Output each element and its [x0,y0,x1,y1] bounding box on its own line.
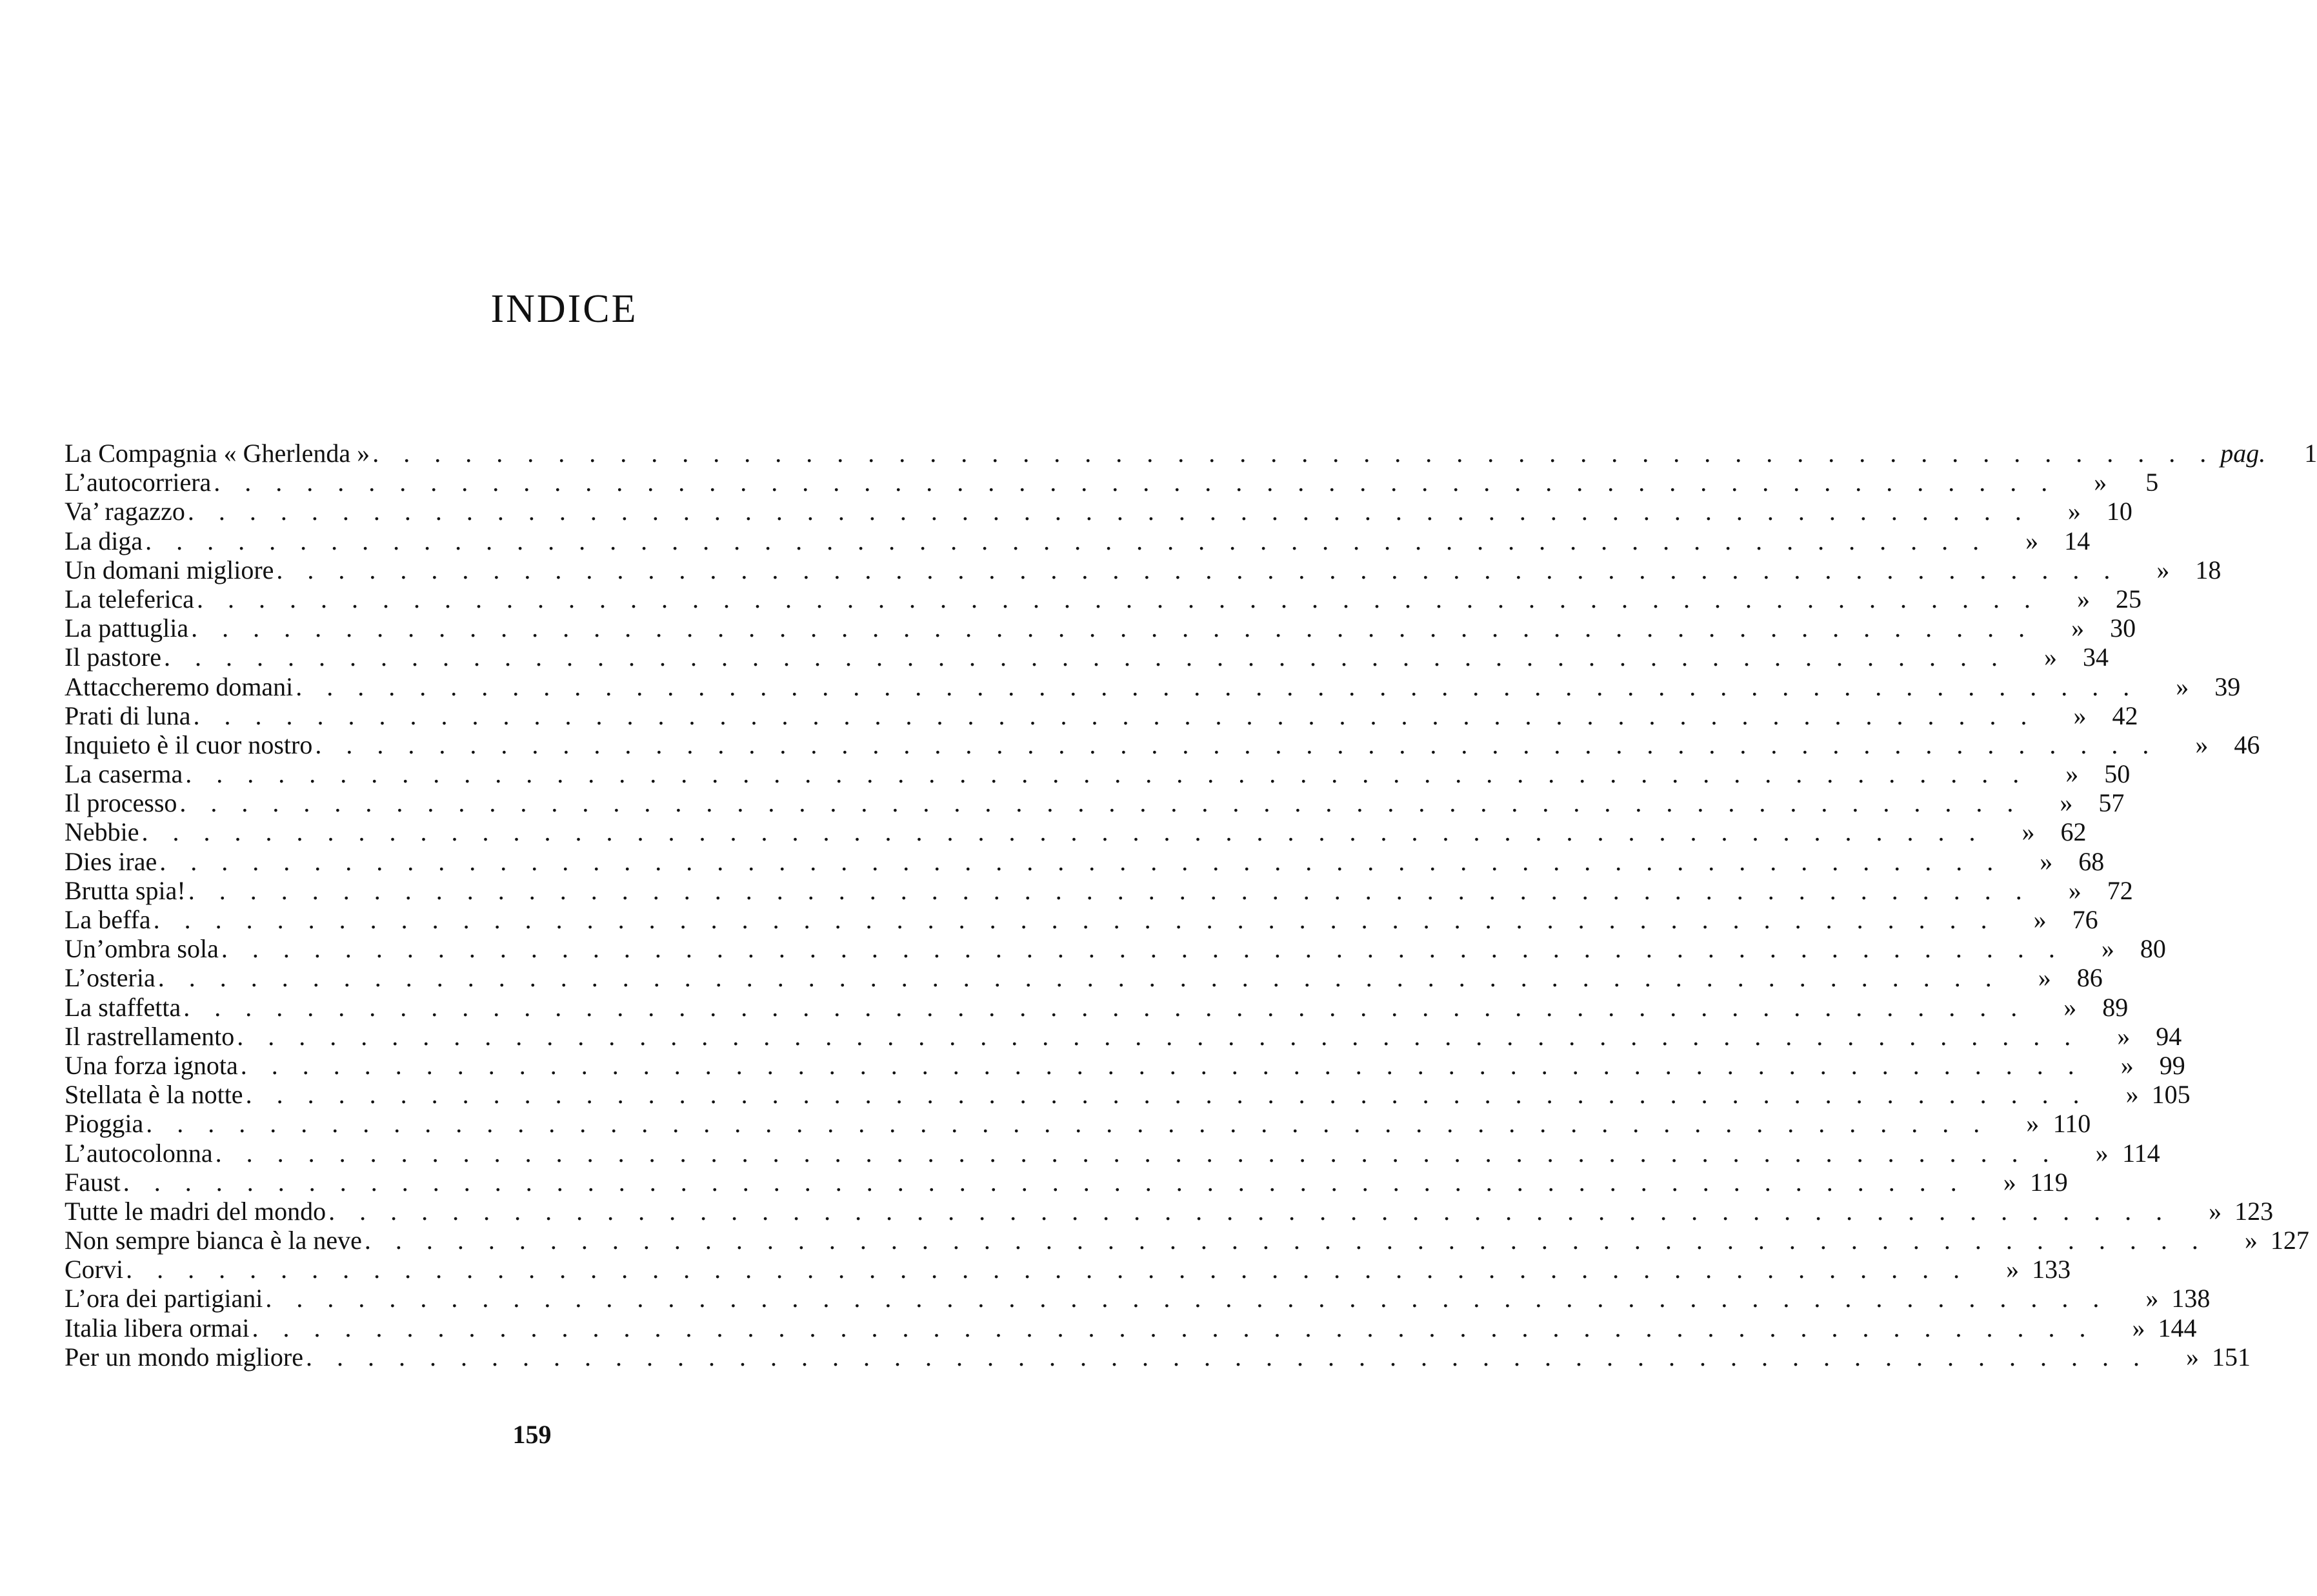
toc-entry-title: Faust [65,1167,121,1197]
toc-entry [65,992,2129,1022]
toc-entry [65,1255,2071,1284]
toc-entry-page: 127 [2270,1226,2309,1255]
toc-entry-title: L’autocorriera [65,468,212,497]
toc-entry-prefix: pag. [2220,439,2266,468]
toc-entry [65,1167,2068,1197]
toc-entry-title: Brutta spia! [65,875,186,905]
toc-dot-leader: . . . . . . . . . . . . . . . . . . . . . . . . . . . . . . . . . . . . . . . . . . . . . . . . . . . . . . . . . . . . [315,730,2158,759]
toc-entry [65,584,2141,613]
toc-entry [65,1226,2309,1255]
toc-entry-page: 114 [2122,1138,2160,1168]
toc-entry-prefix: » [2033,905,2047,934]
toc-entry [65,1021,2182,1051]
toc-dot-leader: . . . . . . . . . . . . . . . . . . . . . . . . . . . . . . . . . . . . . . . . . . . . . . . . . . . . . . . . . . . . [153,905,1996,934]
toc-entry-prefix: » [2063,992,2077,1022]
toc-entry-page: 89 [2102,992,2129,1022]
toc-entry [65,1284,2211,1313]
toc-entry-prefix: » [2071,613,2085,643]
toc-entry [65,875,2133,905]
toc-entry [65,672,2241,701]
toc-dot-leader: . . . . . . . . . . . . . . . . . . . . . . . . . . . . . . . . . . . . . . . . . . . . . . . . . . . . . . . . . . . . [163,643,2007,672]
toc-entry-page: 5 [2145,468,2159,497]
toc-entry-prefix: » [2244,1226,2258,1255]
toc-entry-prefix: » [2125,1080,2139,1110]
toc-entry-title: Il rastrellamento [65,1021,235,1051]
toc-entry [65,1196,2274,1226]
toc-entry-prefix: » [2156,555,2170,584]
toc-entry-prefix: » [2185,1342,2199,1372]
toc-entry-prefix: » [2073,701,2087,730]
toc-dot-leader: . . . . . . . . . . . . . . . . . . . . . . . . . . . . . . . . . . . . . . . . . . . . . . . . . . . . . . . . . . . . [296,672,2139,701]
toc-entry-prefix: » [2067,497,2081,526]
toc-entry-prefix: » [2040,846,2053,876]
toc-entry-prefix: » [2145,1284,2159,1313]
toc-dot-leader: . . . . . . . . . . . . . . . . . . . . . . . . . . . . . . . . . . . . . . . . . . . . . . . . . . . . . . . . . . . . [328,1196,2172,1226]
toc-dot-leader: . . . . . . . . . . . . . . . . . . . . . . . . . . . . . . . . . . . . . . . . . . . . . . . . . . . . . . . . . . . . [188,875,2031,905]
toc-entry [65,497,2132,526]
toc-entry-title: La pattuglia [65,613,189,643]
toc-entry-prefix: » [2068,875,2081,905]
toc-entry [65,905,2098,934]
toc-entry [65,730,2260,759]
toc-dot-leader: . . . . . . . . . . . . . . . . . . . . . . . . . . . . . . . . . . . . . . . . . . . . . . . . . . . . . . . . . . . . [221,934,2064,964]
toc-entry-page: 39 [2214,672,2241,701]
toc-entry-title: Italia libera ormai [65,1313,250,1342]
toc-dot-leader: . . . . . . . . . . . . . . . . . . . . . . . . . . . . . . . . . . . . . . . . . . . . . . . . . . . . . . . . . . . . [245,1080,2089,1110]
toc-entry-title: L’osteria [65,963,155,993]
toc-entry-page: 30 [2110,613,2136,643]
toc-entry-title: Una forza ignota [65,1050,238,1080]
page-title: INDICE [490,287,638,331]
toc-entry-page: 99 [2159,1050,2185,1080]
toc-entry-page: 46 [2234,730,2260,759]
toc-entry-page: 42 [2112,701,2138,730]
toc-entry-title: Inquieto è il cuor nostro [65,730,313,759]
toc-entry [65,439,2317,468]
toc-entry-page: 50 [2104,759,2131,789]
toc-dot-leader: . . . . . . . . . . . . . . . . . . . . . . . . . . . . . . . . . . . . . . . . . . . . . . . . . . . . . . . . . . . . [145,526,1989,555]
toc-entry-title: Non sempre bianca è la neve [65,1226,362,1255]
toc-entry [65,1313,2197,1342]
toc-entry [65,701,2138,730]
toc-entry [65,613,2136,643]
toc-entry-title: Prati di luna [65,701,191,730]
toc-entry-title: Un domani migliore [65,555,274,584]
toc-entry-title: Dies irae [65,846,157,876]
toc-entry-title: Per un mondo migliore [65,1342,303,1372]
toc-entry [65,1080,2191,1110]
page-number: 159 [512,1420,552,1449]
toc-dot-leader: . . . . . . . . . . . . . . . . . . . . . . . . . . . . . . . . . . . . . . . . . . . . . . . . . . . . . . . . . . . . [141,817,1985,847]
toc-dot-leader: . . . . . . . . . . . . . . . . . . . . . . . . . . . . . . . . . . . . . . . . . . . . . . . . . . . . . . . . . . . . [193,701,2036,730]
toc-dot-leader: . . . . . . . . . . . . . . . . . . . . . . . . . . . . . . . . . . . . . . . . . . . . . . . . . . . . . . . . . . . . [240,1050,2083,1080]
toc-entry [65,963,2103,993]
toc-entry-title: Attaccheremo domani [65,672,294,701]
toc-entry-title: L’autocolonna [65,1138,213,1168]
toc-entry [65,468,2159,497]
toc-entry-page: 110 [2052,1109,2091,1139]
toc-dot-leader: . . . . . . . . . . . . . . . . . . . . . . . . . . . . . . . . . . . . . . . . . . . . . . . . . . . . . . . . . . . . [157,963,2001,993]
toc-entry-prefix: » [2117,1021,2131,1051]
toc-dot-leader: . . . . . . . . . . . . . . . . . . . . . . . . . . . . . . . . . . . . . . . . . . . . . . . . . . . . . . . . . . . . [183,992,2027,1022]
toc-entry-page: 14 [2064,526,2091,555]
toc-entry-title: La diga [65,526,143,555]
toc-dot-leader: . . . . . . . . . . . . . . . . . . . . . . . . . . . . . . . . . . . . . . . . . . . . . . . . . . . . . . . . . . . . [196,584,2040,613]
toc-entry-prefix: » [2043,643,2057,672]
toc-entry-page: 119 [2030,1167,2068,1197]
toc-entry-title: Va’ ragazzo [65,497,185,526]
toc-dot-leader: . . . . . . . . . . . . . . . . . . . . . . . . . . . . . . . . . . . . . . . . . . . . . . . . . . . . . . . . . . . . [364,1226,2207,1255]
toc-entry-prefix: » [2021,817,2035,847]
toc-dot-leader: . . . . . . . . . . . . . . . . . . . . . . . . . . . . . . . . . . . . . . . . . . . . . . . . . . . . . . . . . . . . [185,759,2029,789]
toc-entry [65,759,2131,789]
toc-dot-leader: . . . . . . . . . . . . . . . . . . . . . . . . . . . . . . . . . . . . . . . . . . . . . . . . . . . . . . . . . . . . [305,1342,2149,1372]
toc-entry-page: 10 [2106,497,2132,526]
toc-entry-title: Nebbie [65,817,139,847]
toc-dot-leader: . . . . . . . . . . . . . . . . . . . . . . . . . . . . . . . . . . . . . . . . . . . . . . . . . . . . . . . . . . . . [252,1313,2095,1342]
toc-entry-page: 25 [2115,584,2141,613]
toc-entry-title: La teleferica [65,584,194,613]
toc-entry-prefix: » [2060,788,2073,818]
toc-entry-page: 133 [2032,1255,2071,1284]
toc-entry-prefix: » [2065,759,2079,789]
toc-entry [65,526,2091,555]
toc-entry [65,1138,2160,1168]
toc-entry [65,788,2125,818]
toc-entry [65,1109,2091,1139]
toc-entry-page: 151 [2211,1342,2251,1372]
toc-entry-title: Un’ombra sola [65,934,219,964]
toc-dot-leader: . . . . . . . . . . . . . . . . . . . . . . . . . . . . . . . . . . . . . . . . . . . . . . . . . . . . . . . . . . . . [237,1021,2080,1051]
toc-entry-title: Stellata è la notte [65,1080,243,1110]
toc-entry-page: 123 [2234,1196,2274,1226]
table-of-contents [65,439,2317,1372]
toc-entry-page: 76 [2072,905,2098,934]
toc-dot-leader: . . . . . . . . . . . . . . . . . . . . . . . . . . . . . . . . . . . . . . . . . . . . . . . . . . . . . . . . . . . . [191,613,2034,643]
toc-entry-title: Tutte le madri del mondo [65,1196,326,1226]
toc-entry-title: La Compagnia « Gherlenda » [65,439,370,468]
toc-dot-leader: . . . . . . . . . . . . . . . . . . . . . . . . . . . . . . . . . . . . . . . . . . . . . . . . . . . . . . . . . . . . [214,468,2057,497]
toc-entry-page: 68 [2078,846,2105,876]
toc-entry-title: La caserma [65,759,183,789]
toc-entry-prefix: » [2038,963,2051,993]
toc-entry-page: 34 [2082,643,2109,672]
toc-entry-page: 72 [2107,875,2133,905]
toc-entry-prefix: » [2003,1167,2016,1197]
toc-entry-page: 144 [2158,1313,2197,1342]
toc-entry-title: L’ora dei partigiani [65,1284,263,1313]
toc-entry-prefix: » [2101,934,2114,964]
toc-entry-page: 1 [2304,439,2317,468]
toc-dot-leader: . . . . . . . . . . . . . . . . . . . . . . . . . . . . . . . . . . . . . . . . . . . . . . . . . . . . . . . . . . . . [265,1284,2109,1313]
toc-dot-leader: . . . . . . . . . . . . . . . . . . . . . . . . . . . . . . . . . . . . . . . . . . . . . . . . . . . . . . . . . . . . [179,788,2023,818]
toc-dot-leader: . . . . . . . . . . . . . . . . . . . . . . . . . . . . . . . . . . . . . . . . . . . . . . . . . . . . . . . . . . . . [187,497,2031,526]
toc-entry-page: 62 [2060,817,2087,847]
toc-entry-prefix: » [2006,1255,2020,1284]
toc-entry-title: Il pastore [65,643,161,672]
toc-entry [65,934,2166,964]
toc-entry-page: 105 [2151,1080,2191,1110]
toc-entry [65,817,2087,847]
toc-dot-leader: . . . . . . . . . . . . . . . . . . . . . . . . . . . . . . . . . . . . . . . . . . . . . . . . . . . . . . . . . . . . [215,1138,2058,1168]
toc-entry-prefix: » [2076,584,2090,613]
toc-entry-prefix: » [2209,1196,2222,1226]
toc-entry-prefix: » [2120,1050,2134,1080]
toc-entry [65,1342,2251,1372]
toc-dot-leader: . . . . . . . . . . . . . . . . . . . . . . . . . . . . . . . . . . . . . . . . . . . . . . . . . . . . . . . . . . . . [123,1167,1966,1197]
toc-entry-prefix: » [2095,1138,2109,1168]
toc-dot-leader: . . . . . . . . . . . . . . . . . . . . . . . . . . . . . . . . . . . . . . . . . . . . . . . . . . . . . . . . . . . . [159,846,2003,876]
toc-entry-prefix: » [2094,468,2107,497]
toc-entry-title: Corvi [65,1255,124,1284]
toc-entry-prefix: » [2195,730,2209,759]
toc-entry-page: 18 [2195,555,2222,584]
toc-entry [65,846,2105,876]
toc-entry-page: 57 [2098,788,2125,818]
toc-dot-leader: . . . . . . . . . . . . . . . . . . . . . . . . . . . . . . . . . . . . . . . . . . . . . . . . . . . . . . . . . . . . [126,1255,1969,1284]
toc-dot-leader: . . . . . . . . . . . . . . . . . . . . . . . . . . . . . . . . . . . . . . . . . . . . . . . . . . . . . . . . . . . . [146,1109,1989,1139]
toc-entry-prefix: » [2026,1109,2040,1139]
toc-entry-title: Il processo [65,788,177,818]
toc-entry-prefix: » [2132,1313,2145,1342]
toc-dot-leader: . . . . . . . . . . . . . . . . . . . . . . . . . . . . . . . . . . . . . . . . . . . . . . . . . . . . . . . . . . . . [372,439,2216,468]
toc-entry-prefix: » [2176,672,2189,701]
toc-entry-prefix: » [2025,526,2039,555]
toc-entry-title: La beffa [65,905,151,934]
toc-entry-page: 94 [2156,1021,2182,1051]
toc-entry-title: Pioggia [65,1109,144,1139]
toc-dot-leader: . . . . . . . . . . . . . . . . . . . . . . . . . . . . . . . . . . . . . . . . . . . . . . . . . . . . . . . . . . . . [276,555,2120,584]
toc-entry [65,555,2222,584]
toc-entry [65,1050,2185,1080]
toc-entry [65,643,2109,672]
toc-entry-page: 138 [2171,1284,2211,1313]
toc-entry-page: 86 [2076,963,2103,993]
toc-entry-page: 80 [2140,934,2166,964]
toc-entry-title: La staffetta [65,992,181,1022]
